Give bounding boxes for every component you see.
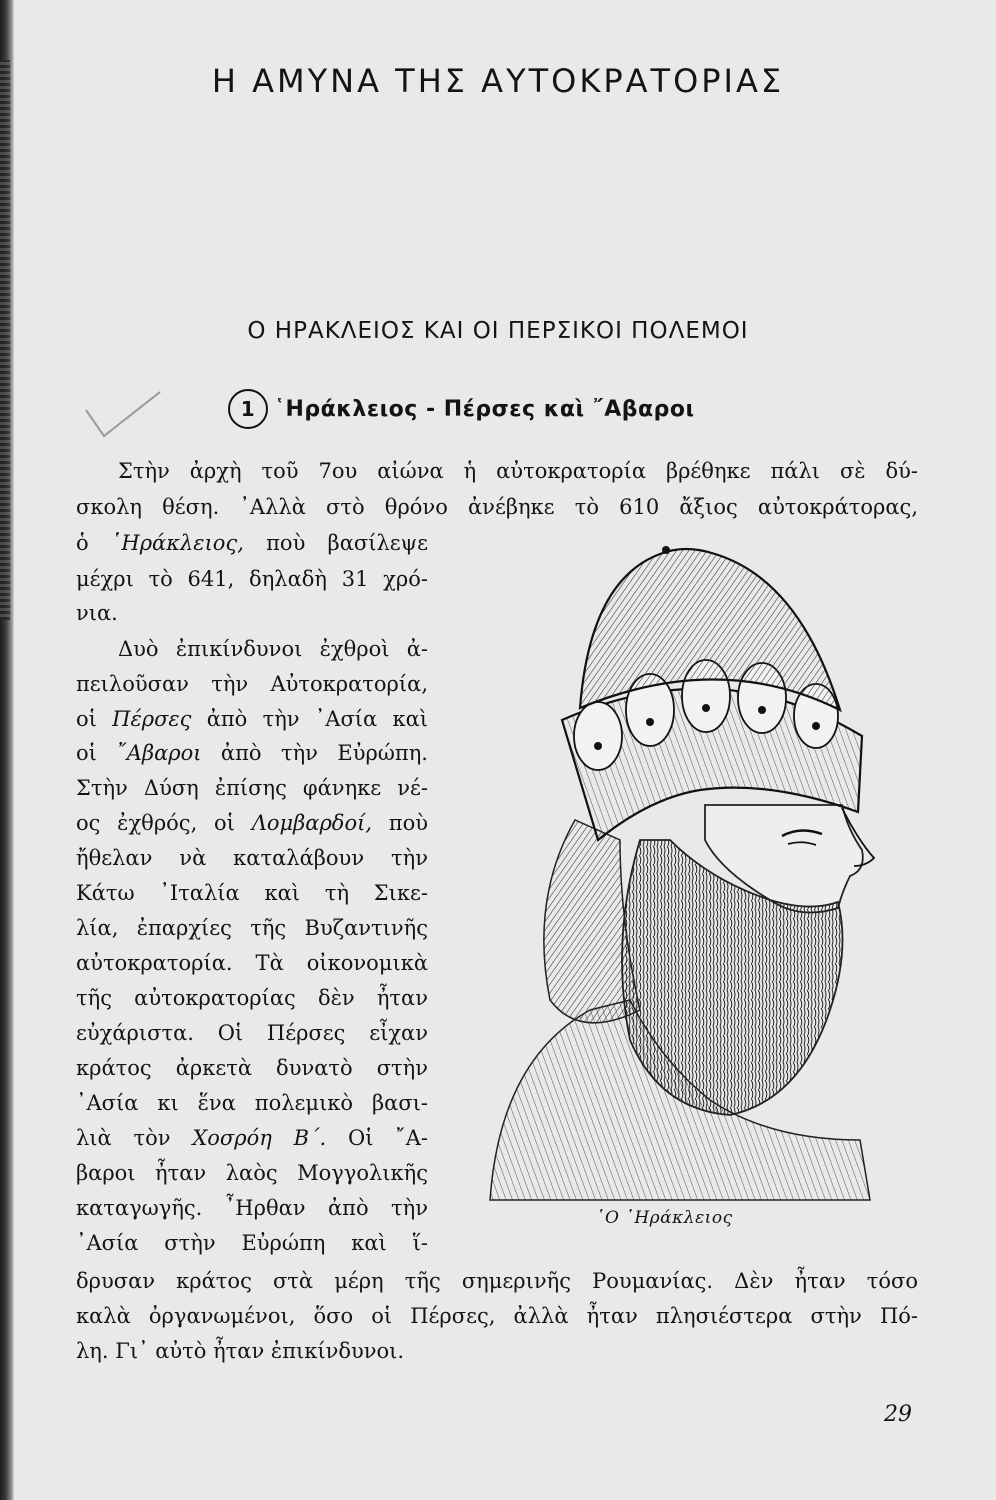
paragraph-line: Στὴν Δύση ἐπίσης φάνηκε νέ- xyxy=(76,776,428,800)
page-number: 29 xyxy=(884,1402,912,1427)
name-avars: ῎Αβαροι xyxy=(116,741,202,765)
paragraph-line: σκολη θέση. ᾿Αλλὰ στὸ θρόνο ἀνέβηκε τὸ 610 ἄξιος αὐτοκράτορας, xyxy=(76,495,918,519)
paragraph-line: καταγωγῆς. ῏Ηρθαν ἀπὸ τὴν xyxy=(76,1196,428,1220)
section-heading xyxy=(228,385,695,433)
section-number-badge: 1 xyxy=(228,389,268,429)
paragraph-line: ᾿Ασία στὴν Εὐρώπη καὶ ἵ- xyxy=(76,1231,428,1255)
figure-caption: ῾Ο ῾Ηράκλειος xyxy=(596,1208,733,1228)
paragraph-line: ᾿Ασία κι ἕνα πολεμικὸ βασι- xyxy=(76,1091,428,1115)
paragraph-line: οἱ Πέρσες ἀπὸ τὴν ᾿Ασία καὶ xyxy=(76,707,428,731)
paragraph-line: τῆς αὐτοκρατορίας δὲν ἦταν xyxy=(76,986,428,1010)
paragraph-line: μέχρι τὸ 641, δηλαδὴ 31 χρό- xyxy=(76,567,428,591)
name-heraclius: ῾Ηράκλειος, xyxy=(110,531,244,555)
paragraph-line: κράτος ἀρκετὰ δυνατὸ στὴν xyxy=(76,1056,428,1080)
paragraph-line: οἱ ῎Αβαροι ἀπὸ τὴν Εὐρώπη. xyxy=(76,741,428,765)
paragraph-line: Δυὸ ἐπικίνδυνοι ἐχθροὶ ἀ- xyxy=(118,637,428,661)
paragraph-line: καλὰ ὀργανωμένοι, ὅσο οἱ Πέρσες, ἀλλὰ ἦταν πλησιέστερα στὴν Πό- xyxy=(76,1304,918,1328)
paragraph-line: δρυσαν κράτος στὰ μέρη τῆς σημερινῆς Ρουμανίας. Δὲν ἦταν τόσο xyxy=(76,1269,918,1293)
running-title: Η ΑΜΥΝΑ ΤΗΣ ΑΥΤΟΚΡΑΤΟΡΙΑΣ xyxy=(211,62,785,100)
paragraph-line: ἤθελαν νὰ καταλάβουν τὴν xyxy=(76,846,428,870)
name-persians: Πέρσες xyxy=(112,707,192,731)
paragraph-line: λιὰ τὸν Χοσρόη Β΄. Οἱ ῎Α- xyxy=(76,1126,428,1150)
paragraph-line: νια. xyxy=(76,601,118,625)
paragraph-line: βαροι ἦταν λαὸς Μογγολικῆς xyxy=(76,1161,428,1185)
section-title: ῾Ηράκλειος - Πέρσες καὶ ῎Αβαροι xyxy=(274,396,695,422)
paragraph-line: λία, ἐπαρχίες τῆς Βυζαντινῆς xyxy=(76,916,428,940)
name-khosrow: Χοσρόη Β΄. xyxy=(192,1126,327,1150)
pencil-check-mark xyxy=(82,388,172,458)
paragraph-line: αὐτοκρατορία. Τὰ οἰκονομικὰ xyxy=(76,951,428,975)
paragraph-line: ὁ ῾Ηράκλειος, ποὺ βασίλεψε xyxy=(76,531,428,555)
chapter-title: Ο ΗΡΑΚΛΕΙΟΣ ΚΑΙ ΟΙ ΠΕΡΣΙΚΟΙ ΠΟΛΕΜΟΙ xyxy=(247,318,749,344)
name-lombards: Λομβαρδοί, xyxy=(251,811,373,835)
paragraph-line: πειλοῦσαν τὴν Αὐτοκρατορία, xyxy=(76,672,428,696)
paragraph-line: εὐχάριστα. Οἱ Πέρσες εἶχαν xyxy=(76,1021,428,1045)
heraclius-portrait-illustration xyxy=(470,540,920,1210)
paragraph-line: Στὴν ἀρχὴ τοῦ 7ου αἰώνα ἡ αὐτοκρατορία βρέθηκε πάλι σὲ δύ- xyxy=(118,459,918,483)
paragraph-line: Κάτω ᾿Ιταλία καὶ τὴ Σικε- xyxy=(76,881,428,905)
paragraph-line: ος ἐχθρός, οἱ Λομβαρδοί, ποὺ xyxy=(76,811,429,835)
paragraph-line: λη. Γι᾿ αὐτὸ ἦταν ἐπικίνδυνοι. xyxy=(76,1339,405,1363)
